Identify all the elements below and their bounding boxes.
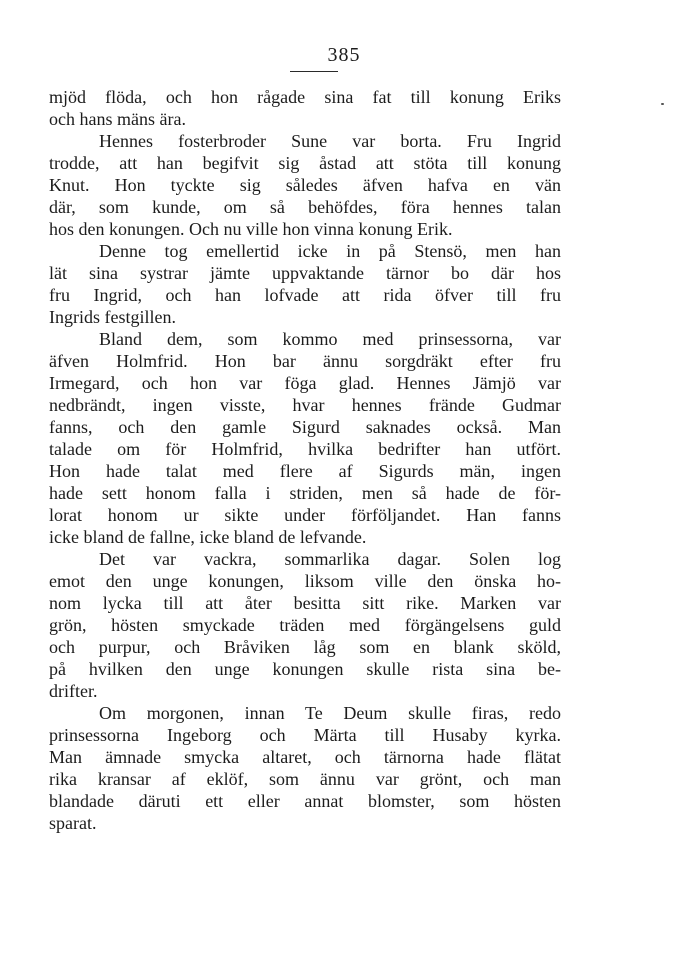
text-line: Det var vackra, sommarlika dagar. Solen log	[99, 549, 561, 569]
text-line: Hon hade talat med flere af Sigurds män, ingen	[49, 461, 561, 481]
text-line: trodde, att han begifvit sig åstad att stöta till konung	[49, 153, 561, 173]
text-line: talade om för Holmfrid, hvilka bedrifter han utfört.	[49, 439, 561, 459]
text-line: blandade däruti ett eller annat blomster, som hösten	[49, 791, 561, 811]
paragraph	[49, 328, 561, 548]
text-line: sparat.	[49, 813, 97, 833]
text-line: prinsessorna Ingeborg och Märta till Husaby kyrka.	[49, 725, 561, 745]
text-line: drifter.	[49, 681, 98, 701]
paragraph	[49, 86, 561, 130]
text-line: icke bland de fallne, icke bland de lefvande.	[49, 527, 367, 547]
paragraph	[49, 130, 561, 240]
text-line: Ingrids festgillen.	[49, 307, 176, 327]
text-line: lät sina systrar jämte uppvaktande tärnor bo där hos	[49, 263, 561, 283]
text-line: Hennes fosterbroder Sune var borta. Fru Ingrid	[99, 131, 561, 151]
text-line: på hvilken den unge konungen skulle rista sina be-	[49, 659, 561, 679]
text-line: emot den unge konungen, liksom ville den önska ho-	[49, 571, 561, 591]
text-line: Knut. Hon tyckte sig således äfven hafva en vän	[49, 175, 561, 195]
text-line: äfven Holmfrid. Hon bar ännu sorgdräkt efter fru	[49, 351, 561, 371]
text-line: grön, hösten smyckade träden med förgängelsens guld	[49, 615, 561, 635]
page-number-rule	[290, 71, 338, 72]
body-text	[49, 86, 561, 834]
text-line: hos den konungen. Och nu ville hon vinna konung Erik.	[49, 219, 453, 239]
text-line: Man ämnade smycka altaret, och tärnorna hade flätat	[49, 747, 561, 767]
text-line: och purpur, och Bråviken låg som en blank sköld,	[49, 637, 561, 657]
text-line: Irmegard, och hon var föga glad. Hennes Jämjö var	[49, 373, 561, 393]
text-line: mjöd flöda, och hon rågade sina fat till konung Eriks	[49, 87, 561, 107]
text-line: hade sett honom falla i striden, men så hade de för-	[49, 483, 561, 503]
text-line: där, som kunde, om så behöfdes, föra hennes talan	[49, 197, 561, 217]
page-number: 385	[327, 44, 361, 66]
text-line: Denne tog emellertid icke in på Stensö, men han	[99, 241, 561, 261]
paragraph	[49, 548, 561, 702]
text-line: nedbrändt, ingen visste, hvar hennes frände Gudmar	[49, 395, 561, 415]
text-line: lorat honom ur sikte under förföljandet. Han fanns	[49, 505, 561, 525]
text-line: nom lycka till att åter besitta sitt rike. Marken var	[49, 593, 561, 613]
text-line: fanns, och den gamle Sigurd saknades också. Man	[49, 417, 561, 437]
paragraph	[49, 702, 561, 834]
text-line: Bland dem, som kommo med prinsessorna, var	[99, 329, 561, 349]
text-line: och hans mäns ära.	[49, 109, 186, 129]
text-line: Om morgonen, innan Te Deum skulle firas, redo	[99, 703, 561, 723]
text-line: rika kransar af eklöf, som ännu var grönt, och man	[49, 769, 561, 789]
paper-speck	[661, 103, 664, 105]
text-line: fru Ingrid, och han lofvade att rida öfver till fru	[49, 285, 561, 305]
paragraph	[49, 240, 561, 328]
